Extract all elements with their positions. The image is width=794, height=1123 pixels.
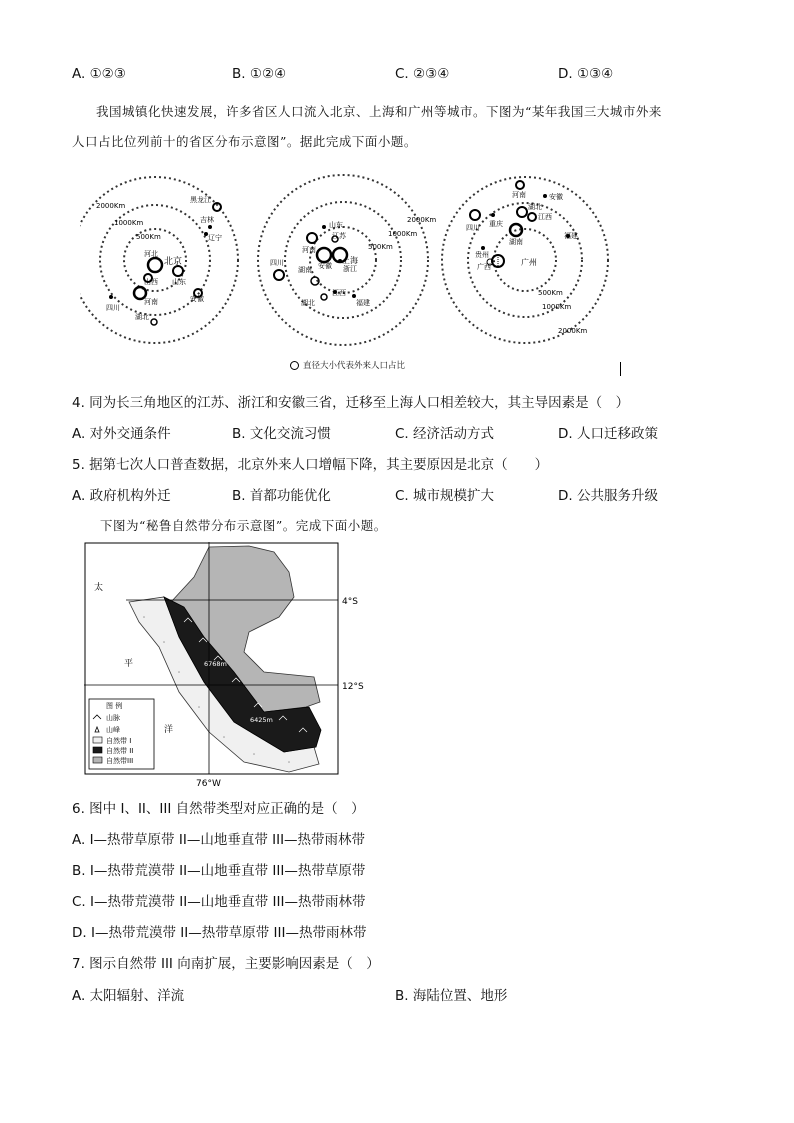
svg-text:平: 平: [124, 659, 134, 669]
svg-text:浙江: 浙江: [343, 265, 357, 273]
svg-text:自然带 I: 自然带 I: [106, 737, 132, 745]
svg-text:黑龙江: 黑龙江: [190, 196, 211, 204]
peak-1: 6768m: [204, 660, 227, 668]
svg-text:贵州: 贵州: [475, 251, 489, 259]
q6-option-c: C. I—热带荒漠带 II—山地垂直带 III—热带雨林带: [72, 894, 366, 910]
svg-text:自然带III: 自然带III: [106, 757, 134, 765]
q5-option-a: A. 政府机构外迁: [72, 488, 171, 504]
svg-text:湖南: 湖南: [509, 238, 523, 246]
q7-option-a: A. 太阳辐射、洋流: [72, 988, 185, 1004]
svg-text:安徽: 安徽: [190, 295, 204, 303]
option-c: C. ②③④: [395, 66, 450, 82]
q6-option-a: A. I—热带草原带 II—山地垂直带 III—热带雨林带: [72, 832, 366, 848]
question-6-stem: 6. 图中 I、II、III 自然带类型对应正确的是（ ）: [72, 801, 365, 817]
svg-text:1000Km: 1000Km: [388, 230, 418, 238]
migration-figure: [80, 172, 640, 382]
svg-text:山东: 山东: [329, 221, 343, 229]
q6-option-d: D. I—热带荒漠带 II—热带草原带 III—热带雨林带: [72, 925, 367, 941]
svg-text:湖南: 湖南: [298, 266, 312, 274]
question-4-stem: 4. 同为长三角地区的江苏、浙江和安徽三省，迁移至上海人口相差较大，其主导因素是（ ）: [72, 395, 630, 411]
bj-1000km: 1000Km: [114, 219, 144, 227]
svg-text:2000Km: 2000Km: [558, 327, 588, 335]
svg-text:福建: 福建: [356, 299, 370, 307]
intro-text-2: 下图为“秘鲁自然带分布示意图”。完成下面小题。: [100, 518, 387, 533]
option-a: A. ①②③: [72, 66, 126, 82]
svg-text:安徽: 安徽: [318, 262, 332, 270]
svg-text:2000Km: 2000Km: [407, 216, 437, 224]
fig1-legend: [290, 359, 405, 371]
q4-option-c: C. 经济活动方式: [395, 426, 495, 442]
svg-text:山峰: 山峰: [106, 726, 120, 734]
text-cursor: [620, 362, 621, 376]
svg-text:四川: 四川: [270, 259, 284, 267]
svg-text:1000Km: 1000Km: [542, 303, 572, 311]
svg-text:湖北: 湖北: [135, 313, 149, 321]
svg-text:太: 太: [94, 583, 104, 593]
svg-text:辽宁: 辽宁: [208, 234, 222, 242]
svg-text:河北: 河北: [144, 250, 158, 258]
svg-text:山西: 山西: [144, 278, 158, 286]
svg-text:河南: 河南: [302, 246, 316, 254]
svg-text:河南: 河南: [512, 191, 526, 199]
svg-text:广西: 广西: [477, 263, 491, 271]
peru-map: [84, 542, 380, 790]
svg-text:福建: 福建: [564, 232, 578, 240]
bj-2000km: 2000Km: [96, 202, 126, 210]
svg-text:河南: 河南: [144, 298, 158, 306]
q5-option-d: D. 公共服务升级: [558, 488, 658, 504]
svg-text:山脉: 山脉: [106, 714, 120, 722]
svg-text:江西: 江西: [538, 213, 552, 221]
q5-option-c: C. 城市规模扩大: [395, 488, 495, 504]
intro-text-line2: 人口占比位列前十的省区分布示意图”。据此完成下面小题。: [72, 134, 417, 149]
q7-option-b: B. 海陆位置、地形: [395, 988, 508, 1004]
fig1-legend-label: 直径大小代表外来人口占比: [303, 361, 406, 371]
q5-option-b: B. 首都功能优化: [232, 488, 331, 504]
svg-text:湖北: 湖北: [301, 299, 315, 307]
q6-option-b: B. I—热带荒漠带 II—山地垂直带 III—热带草原带: [72, 863, 366, 879]
option-d: D. ①③④: [558, 66, 614, 82]
svg-text:四川: 四川: [106, 304, 120, 312]
question-7-stem: 7. 图示自然带 III 向南扩展，主要影响因素是（ ）: [72, 956, 380, 972]
svg-text:四川: 四川: [466, 224, 480, 232]
svg-text:广州: 广州: [521, 258, 537, 267]
q4-option-b: B. 文化交流习惯: [232, 426, 331, 442]
svg-text:自然带 II: 自然带 II: [106, 747, 134, 755]
svg-text:吉林: 吉林: [200, 216, 214, 224]
circle-legend-icon: [290, 361, 299, 370]
lat-4s: 4°S: [342, 597, 358, 607]
svg-text:500Km: 500Km: [368, 243, 393, 251]
q4-option-d: D. 人口迁移政策: [558, 426, 658, 442]
bj-center: 北京: [164, 257, 183, 267]
bj-500km: 500Km: [136, 233, 161, 241]
svg-text:500Km: 500Km: [538, 289, 563, 297]
peak-2: 6425m: [250, 716, 273, 724]
svg-text:江西: 江西: [332, 289, 346, 297]
intro-text-line1: 我国城镇化快速发展，许多省区人口流入北京、上海和广州等城市。下图为“某年我国三大城市外来: [96, 104, 662, 119]
map-legend-title: 图 例: [106, 702, 123, 710]
svg-text:湖北: 湖北: [528, 203, 542, 211]
svg-text:重庆: 重庆: [489, 220, 503, 228]
svg-text:江苏: 江苏: [332, 232, 346, 240]
q4-option-a: A. 对外交通条件: [72, 426, 171, 442]
option-b: B. ①②④: [232, 66, 287, 82]
svg-text:洋: 洋: [164, 725, 174, 735]
svg-text:山东: 山东: [172, 278, 186, 286]
svg-text:上海: 上海: [342, 256, 358, 265]
svg-text:安徽: 安徽: [549, 193, 563, 201]
question-5-stem: 5. 据第七次人口普查数据，北京外来人口增幅下降，其主要原因是北京（ ）: [72, 457, 549, 473]
lat-12s: 12°S: [342, 682, 364, 692]
lon-76w: 76°W: [196, 779, 221, 789]
